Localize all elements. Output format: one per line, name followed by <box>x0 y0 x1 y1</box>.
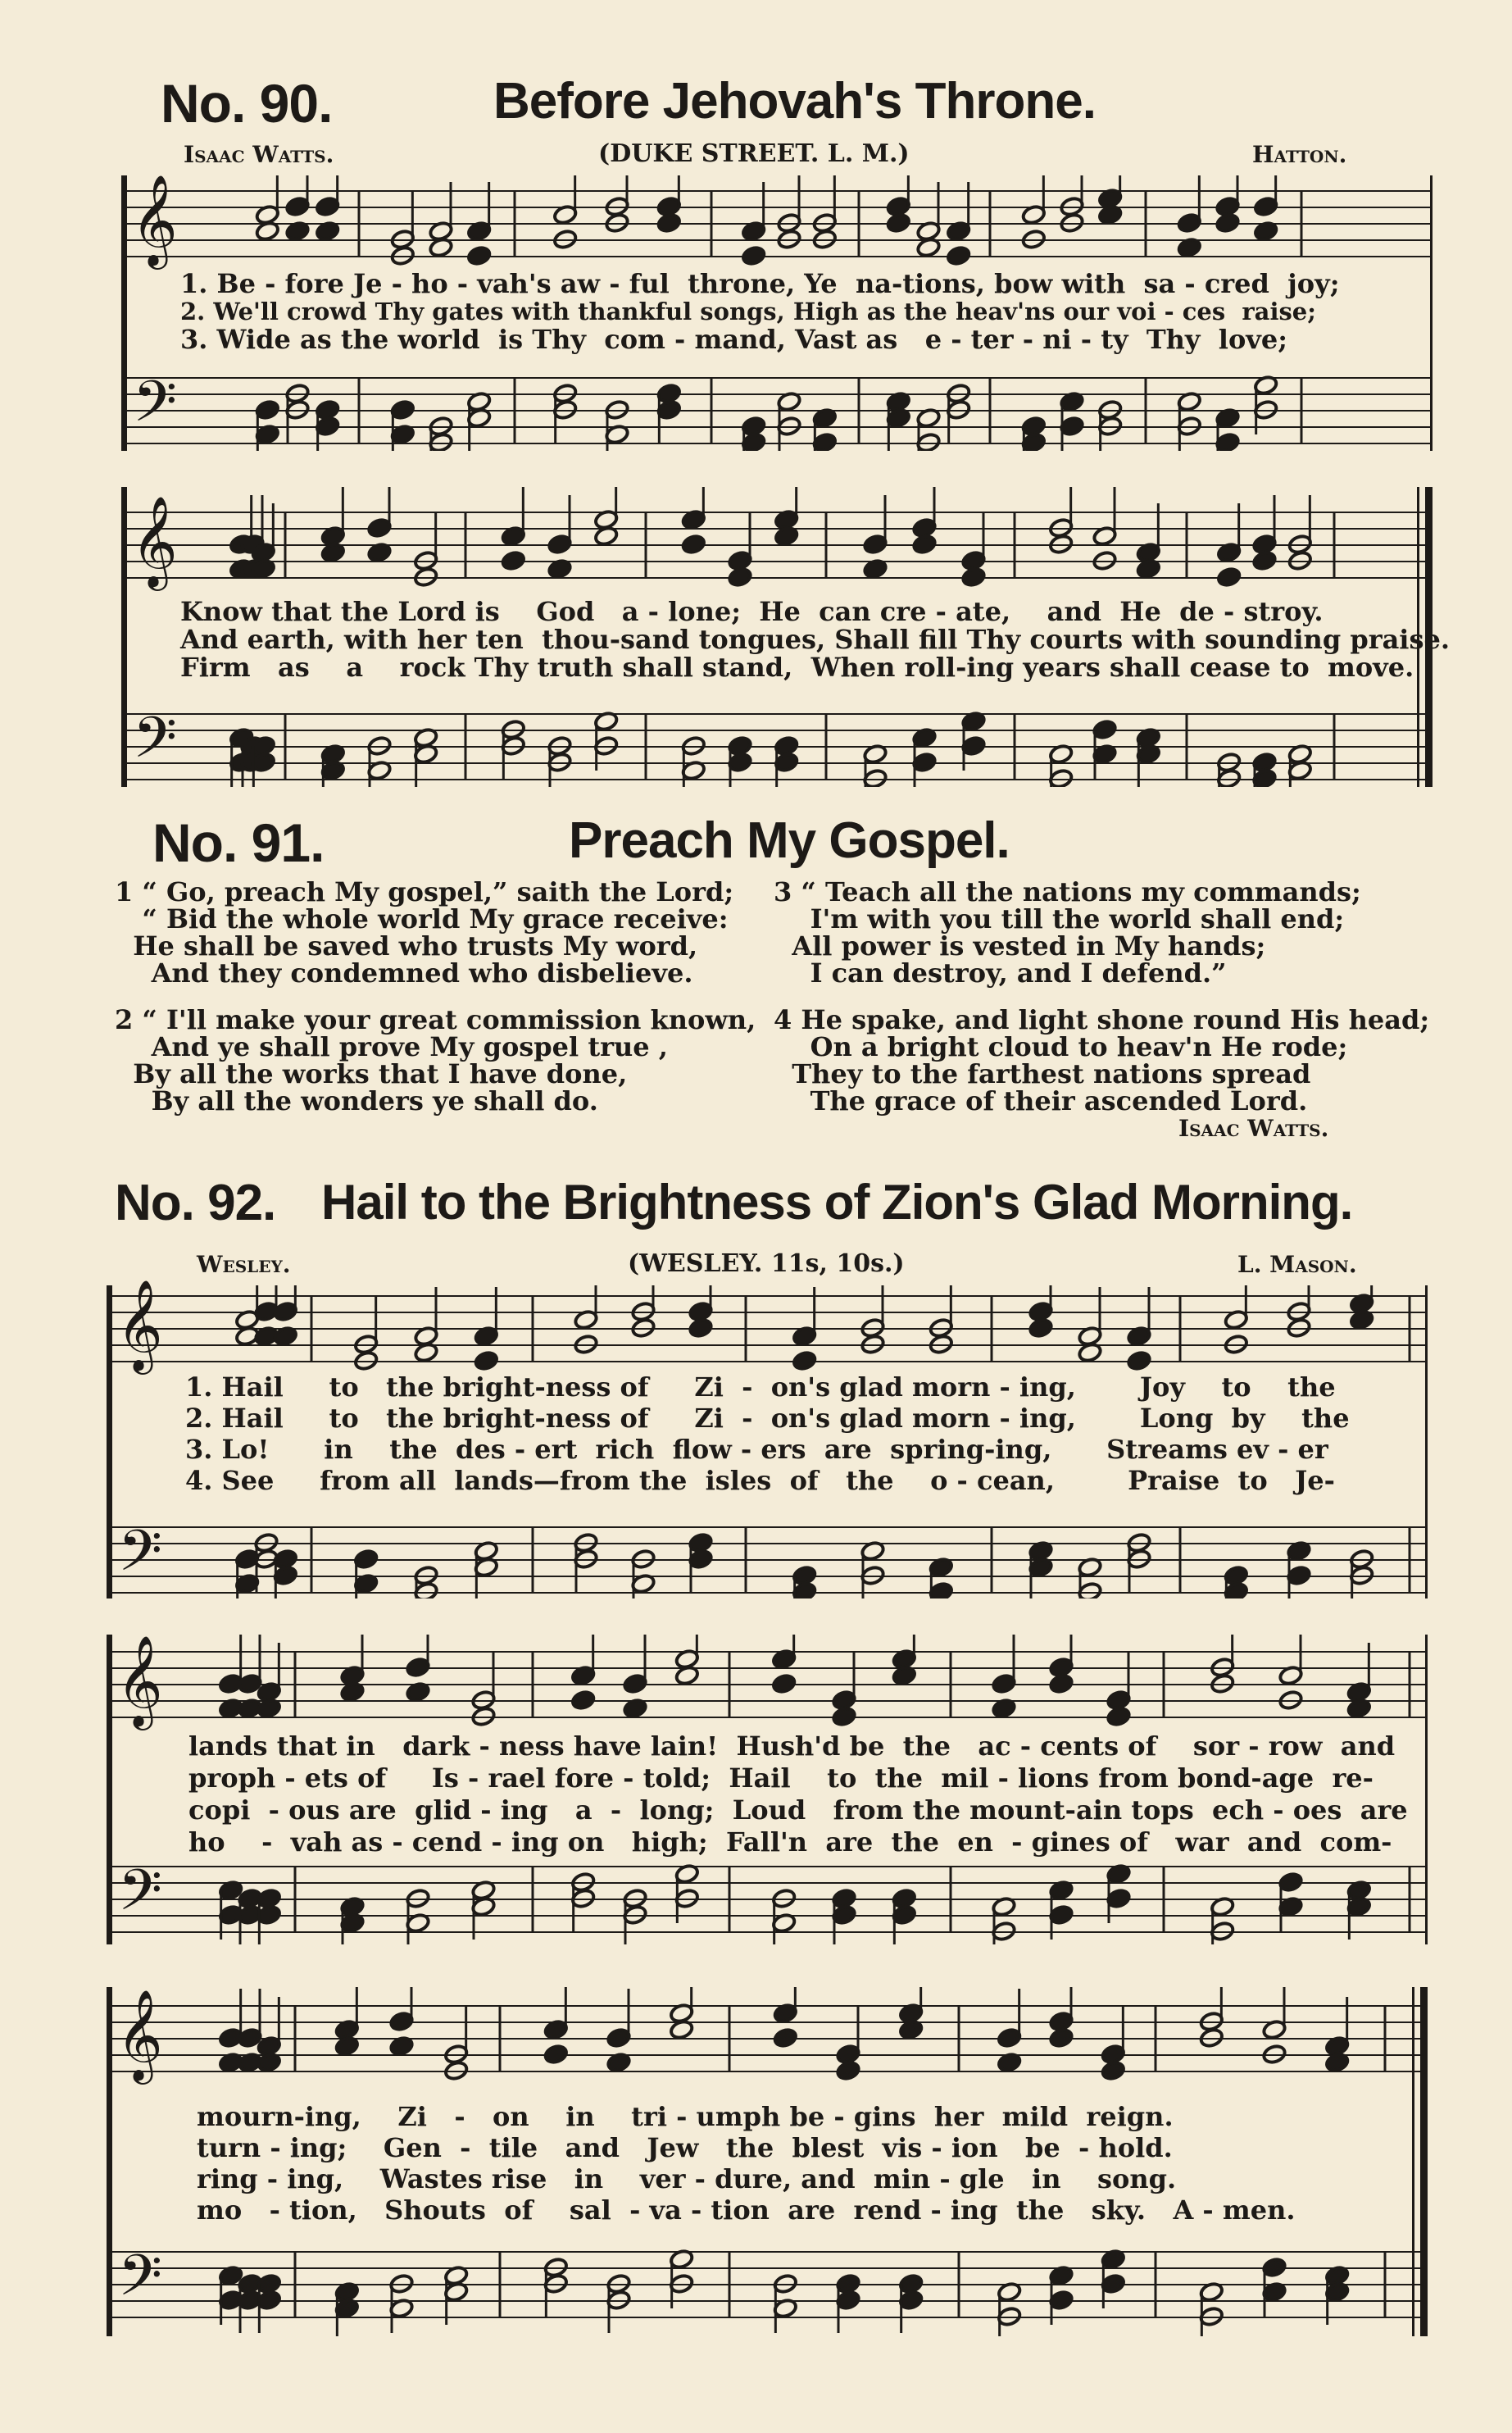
note-head <box>257 2052 282 2073</box>
note-head <box>946 245 971 266</box>
note-head <box>681 534 706 555</box>
note-head <box>474 1350 499 1371</box>
note-head <box>320 542 346 563</box>
note-head <box>886 212 911 234</box>
note-head <box>916 237 942 258</box>
note-head <box>547 558 573 580</box>
note-head <box>285 221 311 242</box>
note-head <box>792 1350 817 1371</box>
hymn-92-system-3 <box>107 1987 1428 2336</box>
hymn-92-verse-1-line-3: mourn-ing, Zi - on in tri - umph be - gins her mild reign. <box>197 2101 1174 2132</box>
note-head <box>255 221 280 242</box>
hymn-90-composer: Hatton. <box>1252 141 1347 168</box>
note-head <box>1049 2027 1074 2049</box>
hymn-92-number: No. 92. <box>115 1175 276 1231</box>
note-head <box>1215 212 1241 234</box>
note-head <box>1078 1342 1103 1363</box>
note-head <box>443 2060 469 2081</box>
note-head <box>273 1326 298 1347</box>
note-head <box>593 525 619 547</box>
note-head <box>892 1665 917 1686</box>
note-head <box>774 525 799 547</box>
treble-clef-icon: 𝄞 <box>116 1989 163 2081</box>
hymn-91-author: Isaac Watts. <box>1178 1115 1329 1142</box>
note-head <box>1199 2027 1224 2049</box>
hymn-92-verse-4-line-2: ho - vah as - cend - ing on high; Fall'n are the en - gines of war and com- <box>188 1826 1392 1858</box>
bass-clef-icon: 𝄢 <box>118 1517 163 1598</box>
note-head <box>656 212 682 234</box>
hymn-91-title: Preach My Gospel. <box>569 812 1010 869</box>
note-head <box>1262 2044 1287 2065</box>
note-head <box>315 221 340 242</box>
note-head <box>552 229 578 250</box>
note-head <box>741 245 766 266</box>
hymn-92-verse-4-line-1: 4. See from all lands—from the isles of the o - cean, Praise to Je- <box>185 1465 1335 1496</box>
note-head <box>997 2052 1022 2073</box>
hymn-92-verse-2-line-3: turn - ing; Gen - tile and Jew the blest vis - ion be - hold. <box>197 2132 1173 2163</box>
hymn-90-verse-1-line-2: Know that the Lord is God a - lone; He can cre - ate, and He de - stroy. <box>180 596 1324 627</box>
note-head <box>574 1334 599 1355</box>
hymn-91-verse-1: 1 “ Go, preach My gospel,” saith the Lord; “ Bid the whole world My grace receive: He shall be saved who trusts My word, And they condemned who disbelieve. <box>115 876 734 989</box>
note-head <box>832 1706 857 1727</box>
hymn-92-verse-1-line-2: lands that in dark - ness have lain! Hush'd be the ac - cents of sor - row and <box>188 1730 1396 1762</box>
note-head <box>631 1317 656 1339</box>
note-head <box>771 1673 797 1694</box>
note-head <box>334 2035 360 2057</box>
note-head <box>501 550 526 571</box>
note-head <box>777 229 802 250</box>
hymn-92-verse-2-line-1: 2. Hail to the bright-ness of Zi - on's glad morn - ing, Long by the <box>185 1403 1350 1434</box>
note-head <box>688 1317 714 1339</box>
note-head <box>623 1698 648 1719</box>
hymn-92-tune: (WESLEY. 11s, 10s.) <box>628 1249 905 1278</box>
note-head <box>1136 558 1161 580</box>
bass-clef-icon: 𝄢 <box>118 2242 163 2322</box>
note-head <box>543 2044 569 2065</box>
note-head <box>1278 1689 1304 1711</box>
hymn-92-verse-3-line-2: copi - ous are glid - ing a - long; Loud from the mount-ain tops ech - oes are <box>188 1794 1408 1826</box>
hymn-92-verse-4-line-3: mo - tion, Shouts of sal - va - tion are rend - ing the sky. A - men. <box>197 2194 1296 2226</box>
note-head <box>1092 550 1118 571</box>
note-head <box>1224 1334 1249 1355</box>
note-head <box>898 2019 924 2040</box>
note-head <box>353 1350 379 1371</box>
hymn-90-title: Before Jehovah's Throne. <box>493 73 1096 130</box>
note-head <box>1210 1673 1235 1694</box>
note-head <box>863 558 888 580</box>
note-head <box>1177 237 1202 258</box>
note-head <box>1028 1317 1054 1339</box>
note-head <box>1097 204 1123 225</box>
note-head <box>1216 566 1242 588</box>
hymn-91-verse-3: 3 “ Teach all the nations my commands; I'm with you till the world shall end; All power is vested in My hands; I can destroy, and I defend.” <box>774 876 1361 989</box>
note-head <box>812 229 838 250</box>
hymn-90-author: Isaac Watts. <box>184 141 334 168</box>
hymn-92-verse-3-line-1: 3. Lo! in the des - ert rich flow - ers are spring-ing, Streams ev - er <box>185 1434 1328 1465</box>
note-head <box>912 534 938 555</box>
hymn-92-verse-2-line-2: proph - ets of Is - rael fore - told; Hail to the mil - lions from bond-age re- <box>188 1762 1374 1794</box>
note-head <box>1049 1673 1074 1694</box>
note-head <box>860 1334 886 1355</box>
hymn-91-number: No. 91. <box>152 812 325 873</box>
note-head <box>389 2035 415 2057</box>
note-head <box>992 1698 1017 1719</box>
note-head <box>728 566 753 588</box>
note-head <box>773 2027 798 2049</box>
hymn-90-verse-2-line-1: 2. We'll crowd Thy gates with thankful songs, High as the heav'ns our voi - ces raise; <box>180 298 1316 325</box>
note-head <box>340 1681 366 1703</box>
hymn-90-number: No. 90. <box>161 73 333 134</box>
note-head <box>390 245 415 266</box>
note-head <box>606 2052 632 2073</box>
hymn-92-title: Hail to the Brightness of Zion's Glad Morning. <box>321 1175 1353 1230</box>
hymn-91-verse-4: 4 He spake, and light shone round His head; On a bright cloud to heav'n He rode; They to the farthest nations spread The grace of their ascended Lord. <box>774 1004 1430 1116</box>
bass-clef-icon: 𝄢 <box>118 1857 163 1937</box>
note-head <box>429 237 454 258</box>
hymn-90-verse-3-line-1: 3. Wide as the world is Thy com - mand, Vast as e - ter - ni - ty Thy love; <box>180 324 1288 355</box>
note-head <box>1127 1350 1152 1371</box>
note-head <box>1287 550 1313 571</box>
treble-clef-icon: 𝄞 <box>131 495 178 587</box>
hymn-92-system-1 <box>107 1279 1428 1599</box>
treble-clef-icon: 𝄞 <box>131 174 178 266</box>
note-head <box>414 1342 439 1363</box>
hymn-91-verse-2: 2 “ I'll make your great commission known, And ye shall prove My gospel true , By all the works that I have done, By all the wonders ye shall do. <box>115 1004 756 1116</box>
hymn-92-verse-1-line-1: 1. Hail to the bright-ness of Zi - on's glad morn - ing, Joy to the <box>185 1371 1336 1403</box>
note-head <box>1253 221 1278 242</box>
hymn-90-system-2 <box>121 487 1450 787</box>
note-head <box>961 566 987 588</box>
note-head <box>471 1706 497 1727</box>
hymn-90-verse-1-line-1: 1. Be - fore Je - ho - vah's aw - ful throne, Ye na-tions, bow with sa - cred joy; <box>180 268 1340 299</box>
note-head <box>1021 229 1047 250</box>
note-head <box>669 2019 694 2040</box>
note-head <box>257 1698 282 1719</box>
treble-clef-icon: 𝄞 <box>116 1279 163 1371</box>
note-head <box>929 1334 954 1355</box>
hymn-92-composer: L. Mason. <box>1237 1251 1357 1278</box>
note-head <box>1048 534 1074 555</box>
note-head <box>1349 1309 1374 1330</box>
note-head <box>1101 2060 1126 2081</box>
note-head <box>1106 1706 1132 1727</box>
hymn-92-system-2 <box>107 1635 1428 1944</box>
note-head <box>1060 212 1085 234</box>
note-head <box>674 1665 700 1686</box>
hymn-90-verse-2-line-2: And earth, with her ten thou-sand tongues, Shall fill Thy courts with sounding praise. <box>180 624 1450 655</box>
note-head <box>605 212 630 234</box>
note-head <box>836 2060 861 2081</box>
note-head <box>466 245 492 266</box>
hymn-90-system-1 <box>121 175 1433 451</box>
note-head <box>1287 1317 1312 1339</box>
note-head <box>570 1689 596 1711</box>
bass-clef-icon: 𝄢 <box>133 368 178 448</box>
note-head <box>1346 1698 1372 1719</box>
hymn-90-tune: (DUKE STREET. L. M.) <box>598 139 910 168</box>
bass-clef-icon: 𝄢 <box>133 704 178 784</box>
hymn-90-verse-3-line-2: Firm as a rock Thy truth shall stand, When roll-ing years shall cease to move. <box>180 652 1414 683</box>
hymn-92-verse-3-line-3: ring - ing, Wastes rise in ver - dure, and min - gle in song. <box>197 2163 1177 2194</box>
note-head <box>406 1681 431 1703</box>
hymn-92-author: Wesley. <box>197 1251 291 1278</box>
note-head <box>1252 550 1278 571</box>
treble-clef-icon: 𝄞 <box>116 1635 163 1726</box>
note-head <box>1324 2052 1350 2073</box>
note-head <box>367 542 393 563</box>
note-head <box>413 566 438 588</box>
